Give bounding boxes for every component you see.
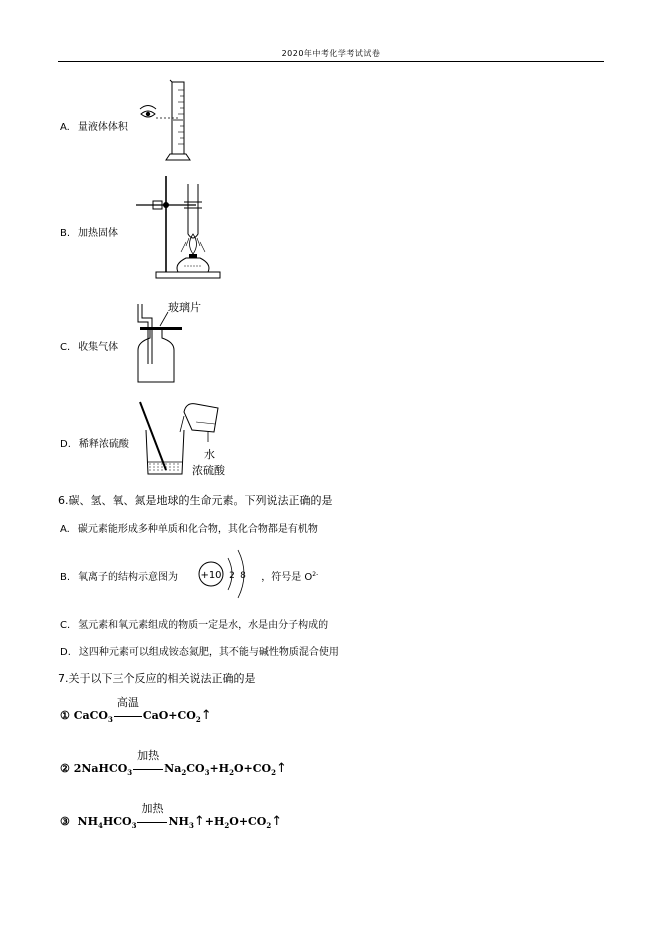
- option-text: 氢元素和氧元素组成的物质一定是水，水是由分子构成的: [78, 620, 329, 631]
- product: H: [213, 815, 225, 828]
- reactant: CaCO: [73, 709, 108, 722]
- option-letter: D.: [60, 439, 71, 450]
- condition-label: 加热: [141, 802, 164, 815]
- product: O: [233, 762, 244, 775]
- product: CaO: [142, 709, 169, 722]
- option-b: [60, 224, 118, 239]
- q6-option-d: [60, 643, 339, 658]
- glass-plate-label: 玻璃片: [168, 301, 201, 314]
- option-text: 这四种元素可以组成铵态氮肥，其不能与碱性物质混合使用: [78, 647, 339, 658]
- reactant: 2NaHCO: [73, 762, 128, 775]
- shell-1-electrons: 2: [229, 571, 235, 581]
- reaction-condition: [137, 802, 167, 828]
- gas-arrow-icon: ↑: [275, 761, 287, 776]
- header-divider: [58, 61, 604, 62]
- nucleus-charge: +10: [200, 570, 222, 581]
- gas-collection-figure: [132, 300, 192, 386]
- page-header: 2020年中考化学考试试卷: [281, 49, 381, 58]
- oxygen-ion-diagram: [196, 546, 272, 602]
- heating-solid-figure: [136, 172, 226, 284]
- subscript: 2: [229, 768, 234, 777]
- gas-arrow-icon: ↑: [200, 708, 212, 723]
- option-text: 收集气体: [78, 342, 119, 353]
- reactant: NH: [77, 815, 98, 828]
- measuring-cylinder-figure: [136, 78, 206, 164]
- subscript: 3: [127, 768, 133, 777]
- q6-option-b: [60, 568, 318, 583]
- water-label: 水: [204, 448, 215, 461]
- option-letter: A.: [60, 524, 70, 535]
- option-letter: B.: [60, 572, 71, 583]
- reactant: HCO: [102, 815, 132, 828]
- reaction-condition: [114, 696, 142, 722]
- q6-option-a: [60, 520, 318, 535]
- question-7-stem: 7.关于以下三个反应的相关说法正确的是: [58, 672, 256, 685]
- subscript: 3: [204, 768, 210, 777]
- subscript: 2: [266, 821, 272, 830]
- product: CO: [252, 762, 272, 775]
- subscript: 2: [195, 715, 201, 724]
- product: CO: [186, 762, 205, 775]
- option-text-before: 氧离子的结构示意图为: [78, 572, 179, 583]
- product: O: [229, 815, 239, 828]
- option-a: [60, 118, 128, 133]
- question-6-stem: 6.碳、氢、氧、氮是地球的生命元素。下列说法正确的是: [58, 494, 333, 507]
- option-c: [60, 338, 118, 353]
- subscript: 3: [131, 821, 137, 830]
- subscript: 2: [224, 821, 230, 830]
- subscript: 3: [107, 715, 113, 724]
- reaction-3: ③ $NH_4HCO_3$ 加热 $NH_3↑+H_2O+CO_2↑$: [60, 802, 283, 830]
- subscript: 3: [188, 821, 194, 830]
- option-letter: D.: [60, 647, 71, 658]
- subscript: 2: [181, 768, 187, 777]
- option-d: [60, 435, 129, 450]
- option-letter: A.: [60, 122, 70, 133]
- product: NH: [168, 815, 189, 828]
- shell-2-electrons: 8: [240, 571, 246, 581]
- reaction-condition: [133, 749, 163, 775]
- product: Na: [164, 762, 182, 775]
- option-text: 碳元素能形成多种单质和化合物，其化合物都是有机物: [77, 524, 318, 535]
- reaction-number: ①: [60, 709, 70, 722]
- product: H: [218, 762, 230, 775]
- option-text-after: ，符号是 O: [261, 572, 313, 583]
- condition-label: 加热: [137, 749, 160, 762]
- product: CO: [177, 709, 196, 722]
- option-text: 量液体体积: [77, 122, 128, 133]
- option-text: 加热固体: [78, 228, 119, 239]
- gas-arrow-icon: ↑: [193, 814, 205, 829]
- subscript: 2: [271, 768, 276, 777]
- option-letter: B.: [60, 228, 71, 239]
- reaction-number: ③: [60, 815, 70, 828]
- reaction-2: ② 2NaHCO$_3$ 加热 $Na_2CO_3+H_2O+CO_2↑$: [60, 749, 287, 777]
- reaction-1: ① CaCO$_3$ 高温 $CaO+CO_2↑$: [60, 696, 212, 724]
- gas-arrow-icon: ↑: [271, 814, 283, 829]
- subscript: 4: [98, 821, 103, 830]
- option-letter: C.: [60, 620, 71, 631]
- condition-label: 高温: [116, 696, 139, 709]
- conc-acid-label: 浓硫酸: [192, 464, 225, 477]
- ion-charge: 2-: [312, 571, 319, 578]
- reaction-number: ②: [60, 762, 70, 775]
- option-letter: C.: [60, 342, 71, 353]
- q6-option-c: [60, 616, 328, 631]
- option-text: 稀释浓硫酸: [78, 439, 129, 450]
- product: CO: [248, 815, 267, 828]
